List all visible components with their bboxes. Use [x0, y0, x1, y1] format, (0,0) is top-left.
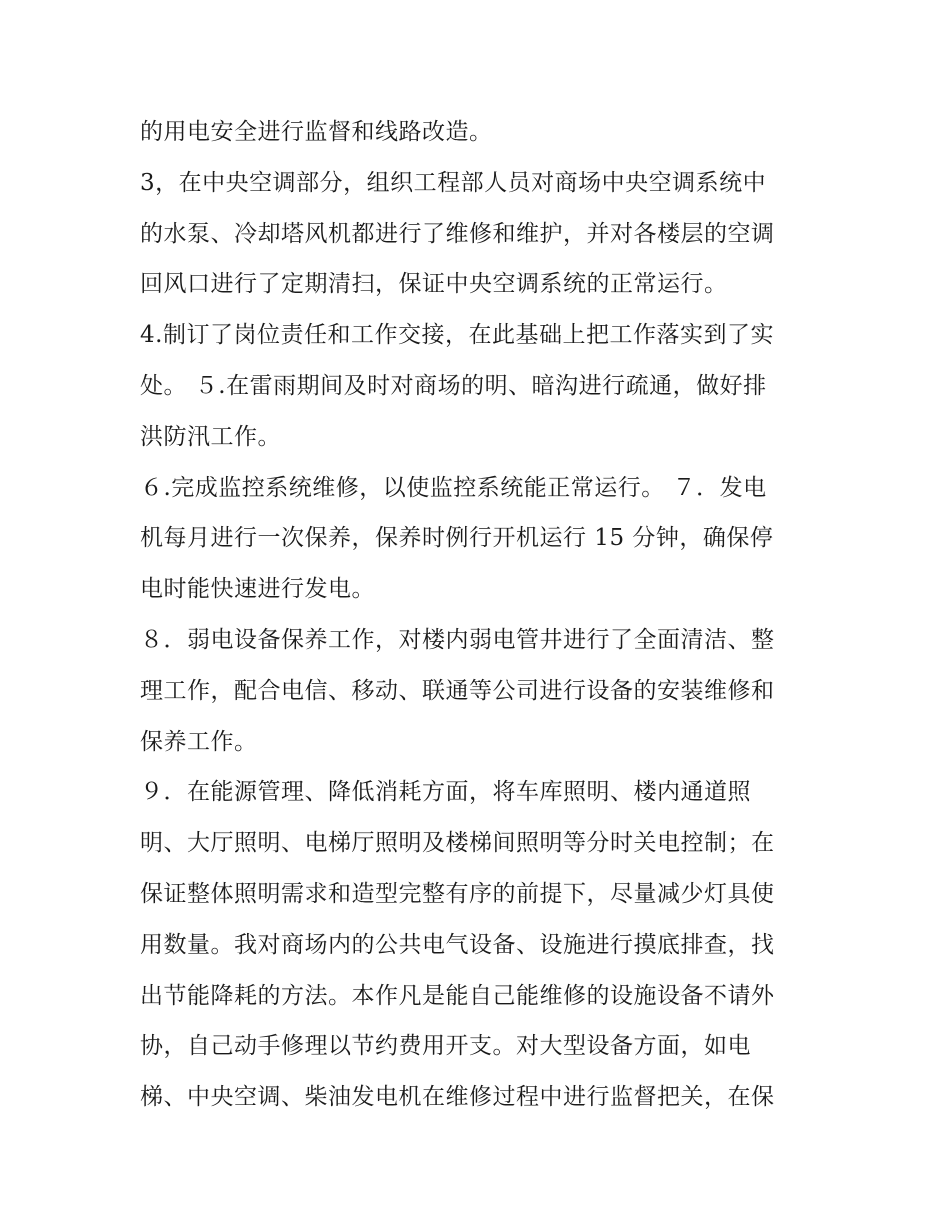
text-line: 理工作，配合电信、移动、联通等公司进行设备的安装维修和	[140, 677, 775, 704]
text-line: 用数量。我对商场内的公共电气设备、设施进行摸底排查，找	[140, 931, 775, 958]
text-line: 洪防汛工作。	[140, 423, 281, 450]
text-line: 梯、中央空调、柴油发电机在维修过程中进行监督把关，在保	[140, 1084, 775, 1111]
text-line: 机每月进行一次保养，保养时例行开机运行 15 分钟，确保停	[140, 525, 774, 552]
text-line: 回风口进行了定期清扫，保证中央空调系统的正常运行。	[140, 271, 728, 298]
text-line: 4.制订了岗位责任和工作交接，在此基础上把工作落实到了实	[140, 322, 774, 349]
text-line: 电时能快速进行发电。	[140, 576, 375, 603]
text-line: 出节能降耗的方法。本作凡是能自己能维修的设施设备不请外	[140, 982, 775, 1009]
text-line: 的水泵、冷却塔风机都进行了维修和维护，并对各楼层的空调	[140, 220, 775, 247]
text-line: ６.完成监控系统维修，以使监控系统能正常运行。 ７．发电	[140, 474, 767, 501]
text-line: 保养工作。	[140, 728, 258, 755]
text-line: 明、大厅照明、电梯厅照明及楼梯间照明等分时关电控制；在	[140, 830, 775, 857]
text-line: 处。 ５.在雷雨期间及时对商场的明、暗沟进行疏通，做好排	[140, 372, 767, 399]
text-line: ９．在能源管理、降低消耗方面，将车库照明、楼内通道照	[140, 779, 751, 806]
text-line: 的用电安全进行监督和线路改造。	[140, 119, 493, 145]
text-line: 协，自己动手修理以节约费用开支。对大型设备方面，如电	[140, 1033, 751, 1060]
text-line: ８．弱电设备保养工作，对楼内弱电管井进行了全面清洁、整	[140, 626, 775, 653]
text-line: 3，在中央空调部分，组织工程部人员对商场中央空调系统中	[140, 169, 767, 196]
text-line: 保证整体照明需求和造型完整有序的前提下，尽量减少灯具使	[140, 880, 775, 907]
body-text	[140, 107, 820, 1123]
